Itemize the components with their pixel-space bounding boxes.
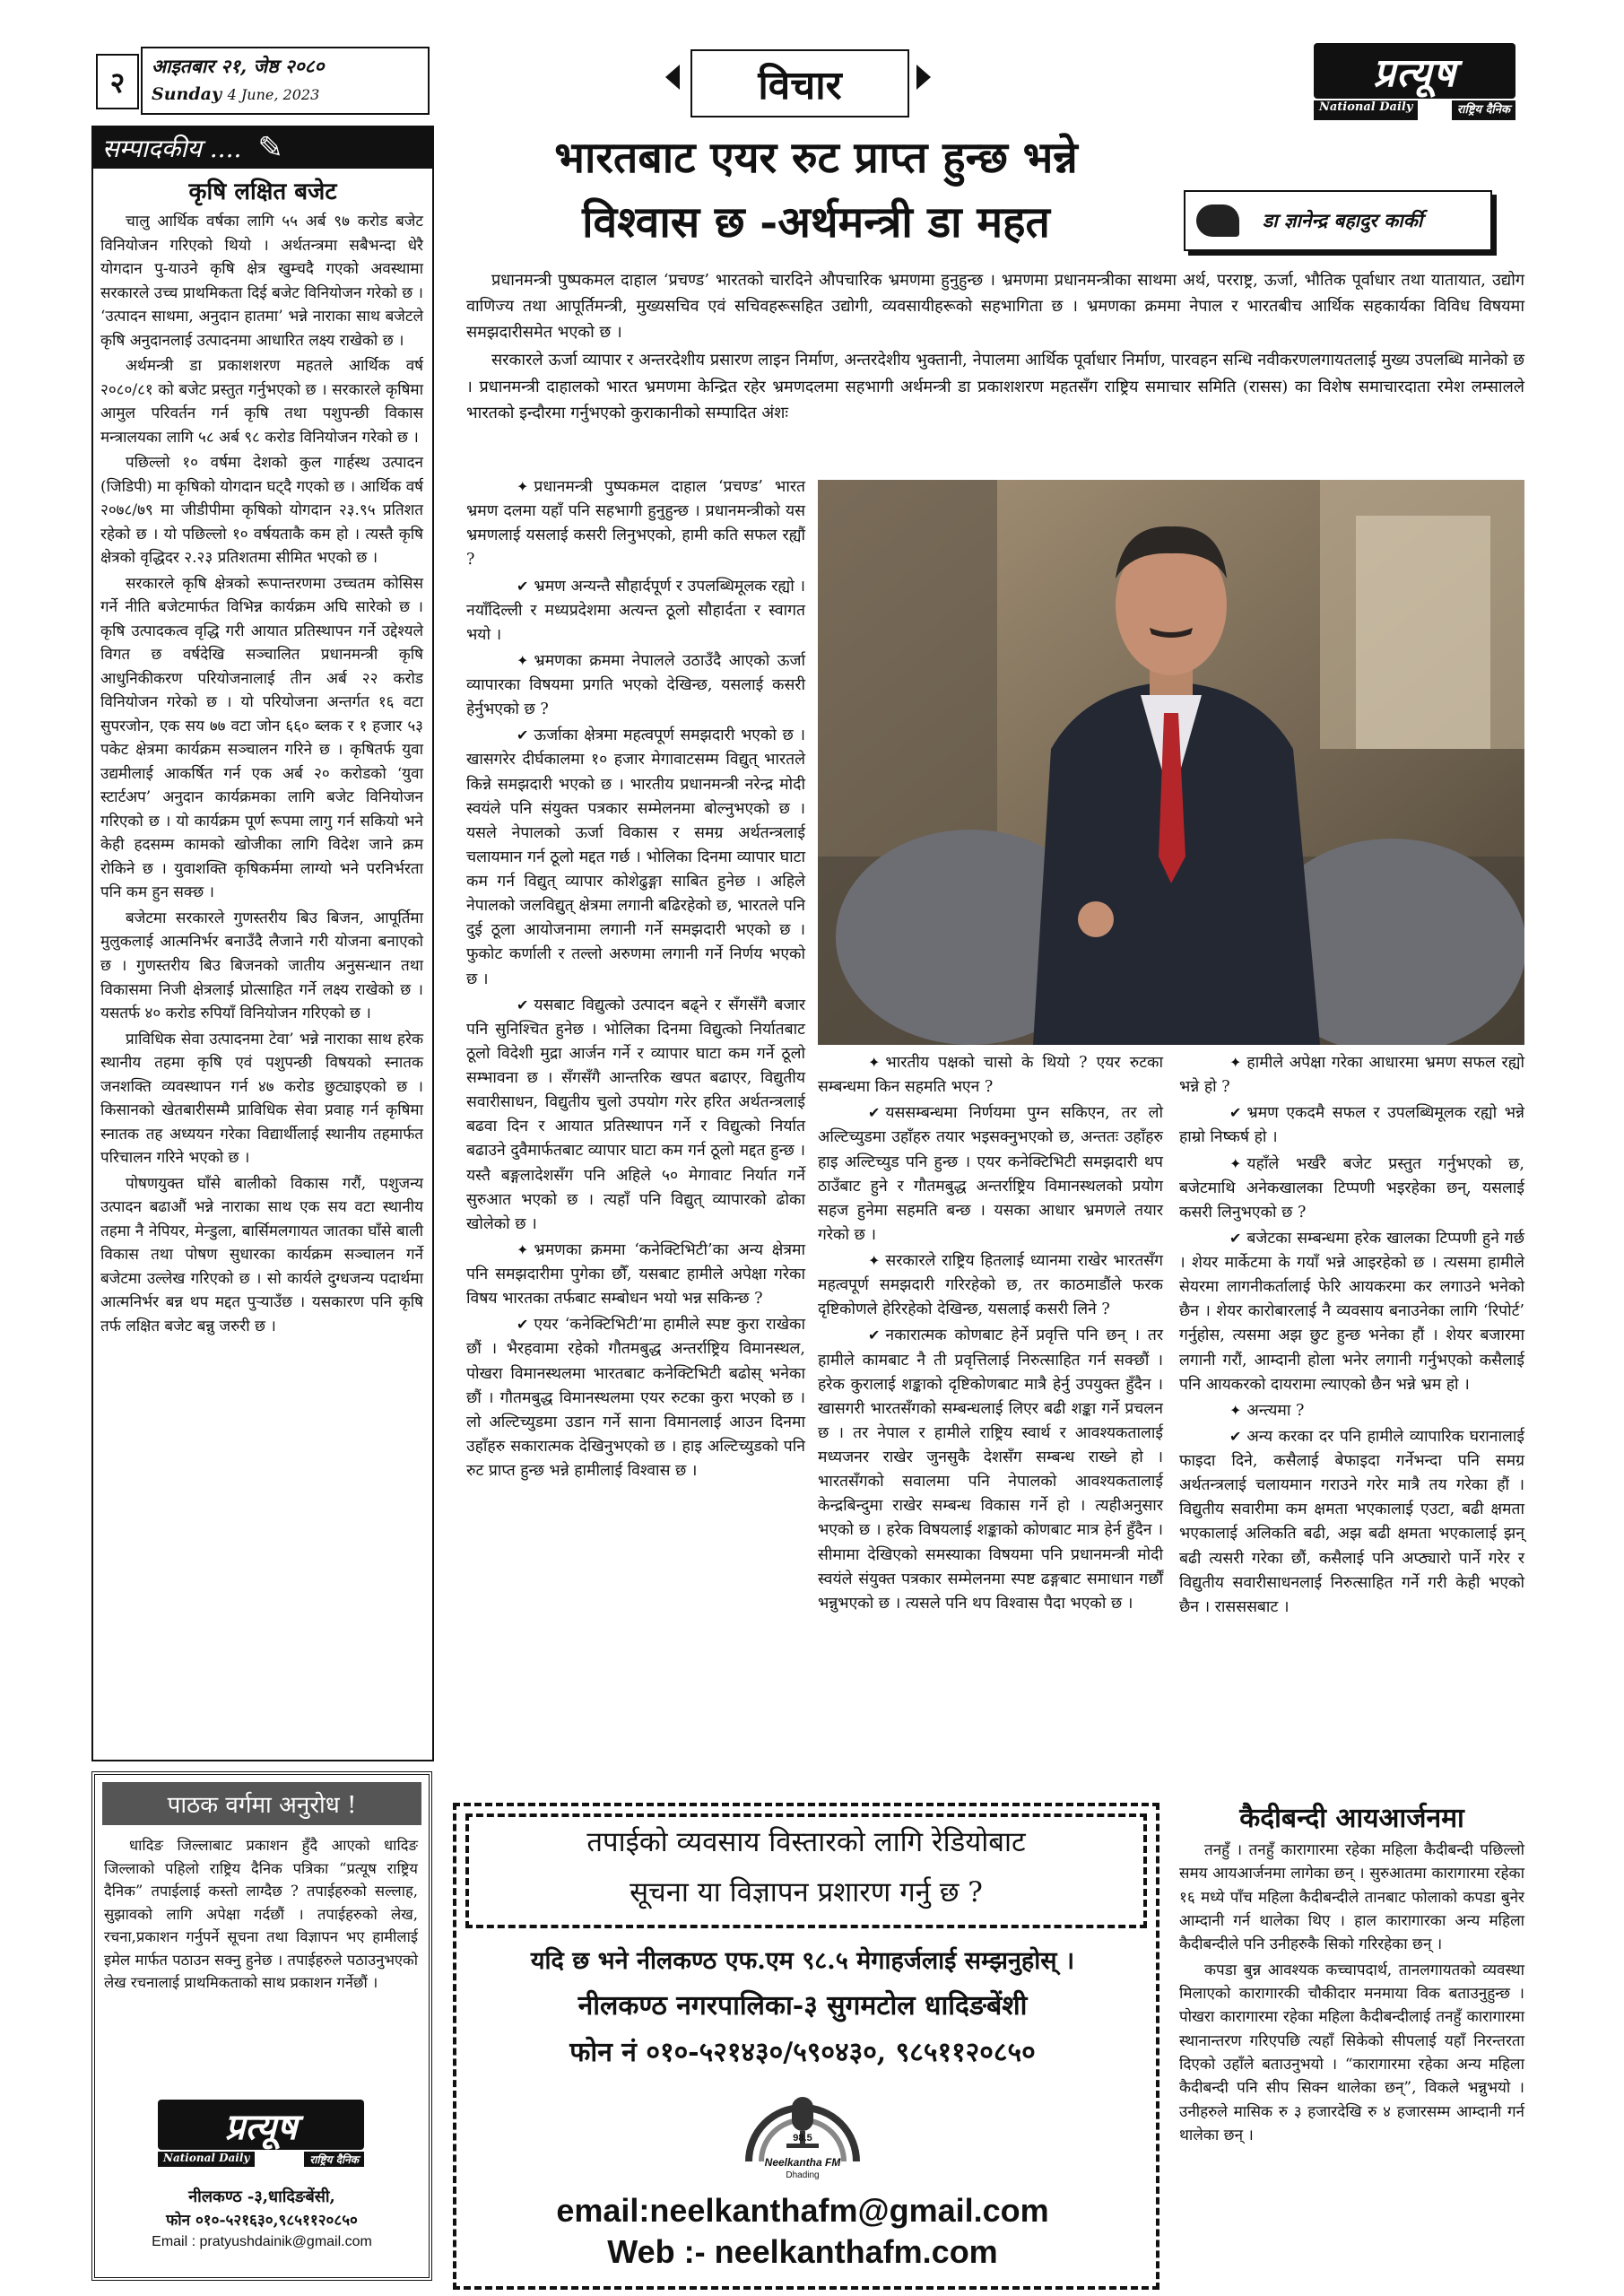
fm-logo-place: Dhading xyxy=(786,2170,820,2180)
answer-text: भ्रमण एकदमै सफल र उपलब्धिमूलक रह्यो भन्ने हाम्रो निष्कर्ष हो । xyxy=(1179,1104,1524,1147)
interview-question xyxy=(1179,1399,1524,1423)
ad-web[interactable]: Web :- neelkanthafm.com xyxy=(607,2233,998,2270)
reader-request-box xyxy=(91,1771,432,2281)
interview-question xyxy=(466,649,805,722)
editorial-paragraph: प्राविधिक सेवा उत्पादनमा टेवा’ भन्ने नाराका साथ हरेक स्थानीय तहमा कृषि एवं पशुपन्छी विषयको स्नातक जनशक्ति व्यवस्थापन गर्न ४७ करोड छुट्याइएको छ । किसानको खेतबारीसम्मै प्राविधिक सेवा प्रवाह गर्न कृषिमा स्नातक तह अध्ययन गरेका विद्यार्थीलाई स्थानीय तहमार्फत परिचालन गरिने भएको छ । xyxy=(100,1030,423,1168)
logo-sub-right: राष्ट्रिय दैनिक xyxy=(1452,100,1515,120)
check-mark-icon: ✔ xyxy=(517,996,529,1013)
reader-address: नीलकण्ठ -३,धादिङबेंसी, xyxy=(188,2187,335,2206)
article-headline xyxy=(466,126,1166,255)
article-intro xyxy=(466,267,1524,428)
interview-question xyxy=(818,1249,1163,1322)
reader-logo-text: प्रत्यूष xyxy=(224,2105,298,2148)
section-title-box xyxy=(690,49,909,117)
answer-text: बजेटका सम्बन्धमा हरेक खालका टिप्पणी हुने गर्छ । शेयर मार्केटमा के गयाँ भन्ने आइरहेको छ । त्यसमा हामीले सेयरमा लागनीकर्तालाई फेरि आयकरमा कर लगाउने भनेको छैन । शेयर कारोबारलाई नै व्यवसाय बनाउनेका लागि ‘रिपोर्ट’ गर्नुहोस, त्यसमा अझ छुट हुन्छ भनेका हौं । शेयर बजारमा लगानी गरौं, आम्दानी होला भनेर लगानी गर्नुभएको कसैलाई पनि आयकरको दायरामा ल्याएको छैन भन्ने भ्रम हो । xyxy=(1179,1229,1524,1394)
date-nepali: आइतबार २१, जेष्ठ २०८० xyxy=(152,55,325,77)
intro-paragraph: प्रधानमन्त्री पुष्पकमल दाहाल ‘प्रचण्ड’ भारतको चारदिने औपचारिक भ्रमणमा हुनुहुन्छ । भ्रमणमा प्रधानमन्त्रीका साथमा अर्थ, परराष्ट्र, ऊर्जा, भौतिक पूर्वाधार तथा यातायात, उद्योग वाणिज्य तथा आपूर्तिमन्त्री, मुख्यसचिव एवं सचिवहरूसहित उद्योगी, व्यवसायीहरूको सहभागिता छ । भ्रमणका क्रममा नेपाल र भारतबीच आर्थिक सहकार्यका विविध विषयमा समझदारीसमेत भएको छ । xyxy=(466,271,1524,343)
headline-line-1: भारतबाट एयर रुट प्राप्त हुन्छ भन्ने xyxy=(554,133,1078,183)
check-mark-icon: ✔ xyxy=(868,1326,881,1344)
editorial-paragraph: अर्थमन्त्री डा प्रकाशशरण महतले आर्थिक वर्ष २०८०/८१ को बजेट प्रस्तुत गर्नुभएको छ । सरकारले कृषिमा आमुल परिवर्तन गर्न कृषि तथा पशुपन्छी विकास मन्त्रालयका लागि ५८ अर्ब ९८ करोड विनियोजन गरेको छ । xyxy=(100,357,423,447)
radio-ad xyxy=(453,1803,1159,2290)
article-column-3 xyxy=(1179,1051,1524,1622)
question-text: हामीले अपेक्षा गरेका आधारमा भ्रमण सफल रह्यो भन्ने हो ? xyxy=(1179,1054,1524,1097)
author-name: डा ज्ञानेन्द्र बहादुर कार्की xyxy=(1263,209,1423,231)
answer-text: अन्य करका दर पनि हामीले व्यापारिक घरानालाई फाइदा दिने, कसैलाई बेफाइदा गर्नेभन्दा पनि समग्र अर्थतन्त्रलाई चलायमान गराउने गरेर मात्रै तय गरेका हौं । विद्युतीय सवारीमा कम क्षमता भएकालाई एउटा, बढी क्षमता भएकालाई अलिकति बढी, अझ बढी क्षमता भएकालाई झन् बढी त्यसरी गरेका छौं, कसैलाई पनि अप्ठ्यारो पार्ने गरेर र विद्युतीय सवारीसाधनलाई निरुत्साहित गर्ने गरी केही भएको छैन । रासससबाट । xyxy=(1179,1427,1524,1616)
editorial-body xyxy=(100,210,423,1340)
author-photo-icon xyxy=(1196,204,1239,237)
prisoner-paragraph: कपडा बुन्न आवश्यक कच्चापदार्थ, तानलगायतको व्यवस्था मिलाएको कारागारकी चौकीदार मनमाया विक बताउनुहुन्छ । पोखरा कारागारमा रहेका महिला कैदीबन्दीलाई तनहुँ कारागारमा स्थानान्तरण गरिएपछि त्यहाँ सिकेको सीपलाई यहाँ निरन्तरता दिएको उहाँले बताउनुभयो । “कारागारमा रहेका अन्य महिला कैदीबन्दी पनि सीप सिक्न थालेका छन्”, विकले भन्नुभयो । उनीहरुले मासिक रु ३ हजारदेखि रु ४ हजारसम्म आम्दानी गर्न थालेका छन् । xyxy=(1179,1961,1524,2145)
editorial-title: कृषि लक्षित बजेट xyxy=(188,178,337,205)
answer-text: एयर ‘कनेक्टिभिटी’मा हामीले स्पष्ट कुरा राखेका छौं । भैरहवामा रहेको गौतमबुद्ध अन्तर्राष्ट्रिय विमानस्थल, पोखरा विमानस्थलमा भारतबाट कनेक्टिभिटी बढोस् भनेका छौं । गौतमबुद्ध विमानस्थलमा एयर रुटका कुरा भएको छ । लो अल्टिच्युडमा उडान गर्ने साना विमानलाई आउन दिनमा उहाँहरु सकारात्मक देखिनुभएको छ । हाइ अल्टिच्युडको पनि रुट प्राप्त हुन्छ भन्ने हामीलाई विश्वास छ । xyxy=(466,1316,805,1480)
question-text: अन्त्यमा ? xyxy=(1246,1401,1305,1420)
article-column-1 xyxy=(466,475,805,1485)
check-mark-icon: ✔ xyxy=(517,577,529,595)
ad-headline xyxy=(465,1813,1147,1928)
editorial-paragraph: पछिल्लो १० वर्षमा देशको कुल गार्हस्थ उत्पादन (जिडिपी) मा कृषिको योगदान घट्दै गएको छ । आर्थिक वर्ष २०७८/७९ मा जीडीपीमा कृषिको योगदान २३.९५ प्रतिशत रहेको छ । यो पछिल्लो १० वर्षयताकै कम हो । त्यस्तै कृषि क्षेत्रको वृद्धिदर २.२३ प्रतिशतमा सीमित भएको छ । xyxy=(100,454,423,568)
reader-logo-sub-left: National Daily xyxy=(158,2152,255,2167)
article-column-2 xyxy=(818,1051,1163,1618)
interview-answer xyxy=(1179,1101,1524,1150)
interview-question xyxy=(1179,1051,1524,1100)
reader-logo xyxy=(158,2100,364,2173)
section-title: विचार xyxy=(758,63,842,109)
question-text: भ्रमणका क्रममा ‘कनेक्टिभिटी’का अन्य क्षेत्रमा पनि समझदारीमा पुगेका छौँ, यसबाट हामीले अपेक्षा गरेका विषय भारतका तर्फबाट सम्बोधन भयो भन्न सकिन्छ ? xyxy=(466,1240,805,1309)
question-text: यहाँले भर्खरै बजेट प्रस्तुत गर्नुभएको छ, बजेटमाथि अनेकखालका टिप्पणी भइरहेका छन्, यसलाई कसरी लिनुभएको छ ? xyxy=(1179,1154,1524,1222)
ad-line-5: फोन नं ०१०-५२१४३०/५९०४३०, ९८५११२०८५० xyxy=(569,2037,1036,2068)
editorial-paragraph: सरकारले कृषि क्षेत्रको रूपान्तरणमा उच्चतम कोसिस गर्ने नीति बजेटमार्फत विभिन्न कार्यक्रम अघि सारेको छ । कृषि उत्पादकत्व वृद्धि गरी आयात प्रतिस्थापन गर्ने उद्देश्यले विगत छ वर्षदेखि सञ्चालित प्रधानमन्त्री कृषि आधुनिकीकरण परियोजनालाई तीन अर्ब २२ करोड विनियोजन गरेको छ । यो परियोजना अन्तर्गत १६ वटा सुपरजोन, एक सय ७७ वटा जोन ६६० ब्लक र १ हजार ५३ पकेट क्षेत्रमा कार्यक्रम सञ्चालन गरिने छ । कृषितर्फ युवा उद्यमीलाई आकर्षित गर्न एक अर्ब २० करोडको ‘युवा स्टार्टअप’ अनुदान कार्यक्रमका लागि बजेट विनियोजन गरिएको छ । यो कार्यक्रम पूर्ण रूपमा लागु गर्न सकियो भने केही हदसम्म कामको खोजीका लागि विदेश जाने क्रम रोकिने छ । युवाशक्ति कृषिकर्ममा लाग्यो भने परनिर्भरता पनि कम हुन सक्छ । xyxy=(100,574,423,902)
four-point-star-icon: ✦ xyxy=(517,1240,529,1258)
reader-title-bar xyxy=(102,1782,421,1825)
editorial-paragraph: चालु आर्थिक वर्षका लागि ५५ अर्ब ९७ करोड बजेट विनियोजन गरिएको थियो । अर्थतन्त्रमा सबैभन्दा धेरै योगदान पु-याउने कृषि क्षेत्र खुम्चदै गएको अवस्थामा सरकारले उच्च प्राथमिकता दिई बजेट विनियोजन गरेको छ । ‘उत्पादन साथमा, अनुदान हातमा’ भन्ने नाराका साथ बजेटले कृषि अनुदानलाई उत्पादनमा आधारित लक्ष्य राखेको छ । xyxy=(100,213,423,350)
editorial-banner-text: सम्पादकीय .... xyxy=(102,134,242,163)
reader-paragraph: धादिङ जिल्लाबाट प्रकाशन हुँदै आएको धादिङ जिल्लाको पहिलो राष्ट्रिय दैनिक पत्रिका “प्रत्यूष राष्ट्रिय दैनिक” तपाईलाई कस्तो लाग्दैछ ? तपाईहरुको सल्लाह, सुझावको लागि अपेक्षा गर्दछौं । तपाईहरुको लेख, रचना,प्रकाशन गर्नुपर्ने सूचना तथा विज्ञापन भए हामीलाई इमेल मार्फत पठाउन सक्नु हुनेछ । तपाईहरुले पठाउनुभएको लेख रचनालाई प्राथमिकताको साथ प्रकाशन गर्नेछौं । xyxy=(104,1837,418,1992)
check-mark-icon: ✔ xyxy=(868,1104,881,1122)
four-point-star-icon: ✦ xyxy=(868,1054,881,1071)
interview-answer xyxy=(818,1324,1163,1616)
check-mark-icon: ✔ xyxy=(517,1316,529,1334)
section-next-arrow xyxy=(916,65,931,90)
interview-answer xyxy=(818,1101,1163,1248)
prisoner-paragraph: तनहुँ । तनहुँ कारागारमा रहेका महिला कैदीबन्दी पछिल्लो समय आयआर्जनमा लागेका छन् । सुरुआतमा कारागारमा रहेका १६ मध्ये पाँच महिला कैदीबन्दीले तानबाट फोलाको कपडा बुनेर आम्दानी गर्न थालेका थिए । हाल कारागारका अन्य महिला कैदीबन्दीले पनि उनीहरुकै सिको गरिरहेका छन् । xyxy=(1179,1841,1524,1954)
question-text: प्रधानमन्त्री पुष्पकमल दाहाल ‘प्रचण्ड’ भारत भ्रमण दलमा यहाँ पनि सहभागी हुनुहुन्छ । प्रधानमन्त्रीको यस भ्रमणलाई यसलाई कसरी लिनुभएको, हामी कति सफल रह्यौं ? xyxy=(466,478,805,570)
neelkantha-fm-logo xyxy=(742,2081,864,2188)
check-mark-icon: ✔ xyxy=(1229,1104,1242,1122)
interview-answer xyxy=(466,575,805,648)
answer-text: नकारात्मक कोणबाट हेर्ने प्रवृत्ति पनि छन् । तर हामीले कामबाट नै ती प्रवृत्तिलाई निरुत्साहित गर्न सक्छौं । हरेक कुरालाई शङ्काको दृष्टिकोणबाट मात्रै हेर्नु उपयुक्त हुँदैन । खासगरी भारतसँगको सम्बन्धलाई लिएर बढी शङ्का गर्ने प्रचलन छ । तर नेपाल र हामीले राष्ट्रिय स्वार्थ र आवश्यकतालाई मध्यजनर राखेर जुनसुकै देशसँग सम्बन्ध राख्ने हो । भारतसँगको सवालमा पनि नेपालको आवश्यकतालाई केन्द्रबिन्दुमा राखेर सम्बन्ध विकास गर्ने हो । त्यहीअनुसार भएको छ । हरेक विषयलाई शङ्काको कोणबाट मात्र हेर्न हुँदैन । सीमामा देखिएको समस्याका विषयमा पनि प्रधानमन्त्री मोदी स्वयंले संयुक्त पत्रकार सम्मेलनमा स्पष्ट ढङ्गबाट समाधान गर्छौं भन्नुभएको छ । त्यसले पनि थप विश्वास पैदा भएको छ । xyxy=(818,1326,1163,1613)
question-text: भारतीय पक्षको चासो के थियो ? एयर रुटका सम्बन्धमा किन सहमति भएन ? xyxy=(818,1054,1163,1097)
interview-question xyxy=(818,1051,1163,1100)
date-english: 4 June, 2023 xyxy=(227,86,320,103)
editorial-paragraph: बजेटमा सरकारले गुणस्तरीय बिउ बिजन, आपूर्तिमा मुलुकलाई आत्मनिर्भर बनाउँदै लैजाने गरी योजना बनाएको छ । गुणस्तरीय बिउ बिजनको जातीय अनुसन्धान तथा विकासमा निजी क्षेत्रलाई प्रोत्साहित गर्ने लक्ष्य राखेको छ । यसतर्फ ४० करोड रुपियाँ विनियोजन गरिएको छ । xyxy=(100,909,423,1023)
answer-text: ऊर्जाका क्षेत्रमा महत्वपूर्ण समझदारी भएको छ । खासगरेर दीर्घकालमा १० हजार मेगावाटसम्म विद्युत् भारतले किन्ने समझदारी भएको छ । भारतीय प्रधानमन्त्री नरेन्द्र मोदी स्वयंले पनि संयुक्त पत्रकार सम्मेलनमा बोल्नुभएको छ । यसले नेपालको ऊर्जा विकास र समग्र अर्थतन्त्रलाई चलायमान गर्न ठूलो मद्दत गर्छ । भोलिका दिनमा व्यापार घाटा कम गर्न विद्युत् व्यापार कोशेढुङ्गा साबित हुनेछ । अहिले नेपालको जलविद्युत् क्षेत्रमा लगानी बढिरहेको छ, भारतले पनि दुई ठूला आयोजनामा लगानी गर्ने समझदारी भएको छ । फुकोट कर्णाली र तल्लो अरुणमा लगानी गर्ने निर्णय भएको छ । xyxy=(466,726,805,988)
date-box xyxy=(141,47,430,115)
fm-logo-freq: 98.5 xyxy=(793,2133,812,2144)
prisoner-story-title: कैदीबन्दी आयआर्जनमा xyxy=(1239,1803,1464,1834)
page-number: २ xyxy=(109,65,126,100)
ad-line-2: सूचना या विज्ञापन प्रशारण गर्नु छ ? xyxy=(630,1876,983,1909)
answer-text: भ्रमण अन्यन्तै सौहार्दपूर्ण र उपलब्धिमूलक रह्यो । नयाँदिल्ली र मध्यप्रदेशमा अत्यन्त ठूलो सौहार्दता र स्वागत भयो । xyxy=(466,577,805,644)
interview-question xyxy=(466,475,805,573)
question-text: सरकारले राष्ट्रिय हितलाई ध्यानमा राखेर भारतसँग महत्वपूर्ण समझदारी गरिरहेको छ, तर काठमाडौंले फरक दृष्टिकोणले हेरिरहेको देखिन्छ, यसलाई कसरी लिने ? xyxy=(818,1252,1163,1319)
finance-minister-photo xyxy=(818,480,1524,1045)
four-point-star-icon: ✦ xyxy=(517,651,529,669)
reader-logo-sub-right: राष्ट्रिय दैनिक xyxy=(304,2152,364,2167)
logo-text: प्रत्यूष xyxy=(1373,50,1456,96)
answer-text: यससम्बन्धमा निर्णयमा पुग्न सकिएन, तर लो अल्टिच्युडमा उहाँहरु तयार भइसक्नुभएको छ, अन्ततः उहाँहरु हाइ अल्टिच्युड पनि हुन्छ । एयर कनेक्टिभिटी समझदारी थप ठाउँबाट हुने र गौतमबुद्ध अन्तर्राष्ट्रिय विमानस्थलको प्रयोग सहज हुनेमा सहमति बन्छ । यसका आधार भ्रमणले तयार गरेको छ । xyxy=(818,1104,1163,1244)
answer-text: यसबाट विद्युत्को उत्पादन बढ्ने र सँगसँगै बजार पनि सुनिश्चित हुनेछ । भोलिका दिनमा विद्युत्को निर्यातबाट ठूलो विदेशी मुद्रा आर्जन गर्ने र व्यापार घाटा कम गर्ने ठूलो सम्भावना छ । सँगसँगै आन्तरिक खपत बढाएर, विद्युतीय सवारीसाधन, विद्युतीय चुलो उपयोग गरेर हरित अर्थतन्त्रलाई बढवा दिन र आयात प्रतिस्थापन गर्ने र विद्युत्को निर्यात बढाउने दुवैमार्फतबाट व्यापार घाटा कम गर्न ठूलो मद्दत हुन्छ । यस्तै बङ्गलादेशसँग पनि अहिले ५० मेगावाट निर्यात गर्ने सुरुआत भएको छ । त्यहाँ पनि विद्युत् व्यापारको ढोका खोलेको छ । xyxy=(466,996,805,1233)
date-english-day: Sunday xyxy=(152,84,221,104)
intro-paragraph: सरकारले ऊर्जा व्यापार र अन्तरदेशीय प्रसारण लाइन निर्माण, अन्तरदेशीय भुक्तानी, नेपालमा आर्थिक पूर्वाधार निर्माण, पारवहन सन्धि नवीकरणलगायतलाई मुख्य उपलब्धि मानेको छ । प्रधानमन्त्री दाहालको भारत भ्रमणमा केन्द्रित रहेर भ्रमणदलमा सहभागी अर्थमन्त्री डा प्रकाशशरण महतसँग राष्ट्रिय समाचार समिति (रासस) का विशेष समाचारदाता रमेश लम्सालले भारतको इन्दौरमा गर्नुभएको कुराकानीको सम्पादित अंशः xyxy=(466,351,1524,422)
ad-line-1: तपाईको व्यवसाय विस्तारको लागि रेडियोबाट xyxy=(586,1826,1026,1858)
four-point-star-icon: ✦ xyxy=(868,1252,881,1269)
prisoner-story-body xyxy=(1179,1839,1524,2149)
ad-email[interactable]: email:neelkanthafm@gmail.com xyxy=(556,2192,1049,2229)
interview-answer xyxy=(1179,1227,1524,1397)
section-prev-arrow xyxy=(665,65,680,90)
reader-body xyxy=(104,1834,418,1996)
check-mark-icon: ✔ xyxy=(517,726,529,744)
ad-line-4: नीलकण्ठ नगरपालिका-३ सुगमटोल धादिङबेंशी xyxy=(578,1990,1028,2022)
masthead-logo xyxy=(1314,43,1515,122)
reader-title: पाठक वर्गमा अनुरोध ! xyxy=(167,1792,357,1819)
logo-sub-left: National Daily xyxy=(1314,100,1418,120)
interview-answer xyxy=(466,994,805,1237)
question-text: भ्रमणका क्रममा नेपालले उठाउँदै आएको ऊर्जा व्यापारका विषयमा प्रगति भएको देखिन्छ, यसलाई कसरी हेर्नुभएको छ ? xyxy=(466,651,805,719)
editorial-column xyxy=(91,126,434,1761)
fm-logo-name: Neelkantha FM xyxy=(764,2156,841,2169)
editorial-paragraph: पोषणयुक्त घाँसे बालीको विकास गरौं, पशुजन्य उत्पादन बढाऔं भन्ने नाराका साथ एक सय वटा स्थानीय तहमा नै नेपियर, मेन्डुला, बार्सिमलगायत जातका घाँसे बाली विकास तथा पोषण सुधारका कार्यक्रम सञ्चालन गर्ने बजेटमा उल्लेख गरिएको छ । सो कार्यले दुग्धजन्य पदार्थमा आत्मनिर्भर बन्न थप मद्दत पुऱ्याउँछ । यसकारण पनि कृषि तर्फ लक्षित बजेट बन्नु जरुरी छ । xyxy=(100,1174,423,1335)
pen-icon: ✎ xyxy=(257,130,283,166)
four-point-star-icon: ✦ xyxy=(517,478,529,495)
four-point-star-icon: ✦ xyxy=(1229,1401,1242,1419)
interview-answer xyxy=(466,724,805,991)
interview-answer xyxy=(1179,1425,1524,1620)
ad-line-3: यदि छ भने नीलकण्ठ एफ.एम ९८.५ मेगाहर्जलाई सम्झनुहोस् । xyxy=(530,1947,1075,1975)
check-mark-icon: ✔ xyxy=(1229,1427,1242,1445)
reader-phone: फोन ०१०-५२१६३०,९८५११२०८५० xyxy=(166,2212,358,2230)
interview-answer xyxy=(466,1313,805,1483)
author-box xyxy=(1184,190,1492,251)
interview-question xyxy=(466,1239,805,1311)
reader-email: Email : pratyushdainik@gmail.com xyxy=(152,2234,372,2249)
four-point-star-icon: ✦ xyxy=(1229,1154,1242,1172)
check-mark-icon: ✔ xyxy=(1229,1229,1242,1247)
interview-question xyxy=(1179,1152,1524,1225)
editorial-banner xyxy=(93,127,432,169)
headline-line-2: विश्वास छ -अर्थमन्त्री डा महत xyxy=(582,197,1050,248)
four-point-star-icon: ✦ xyxy=(1229,1054,1242,1071)
page-number-box xyxy=(96,54,139,109)
